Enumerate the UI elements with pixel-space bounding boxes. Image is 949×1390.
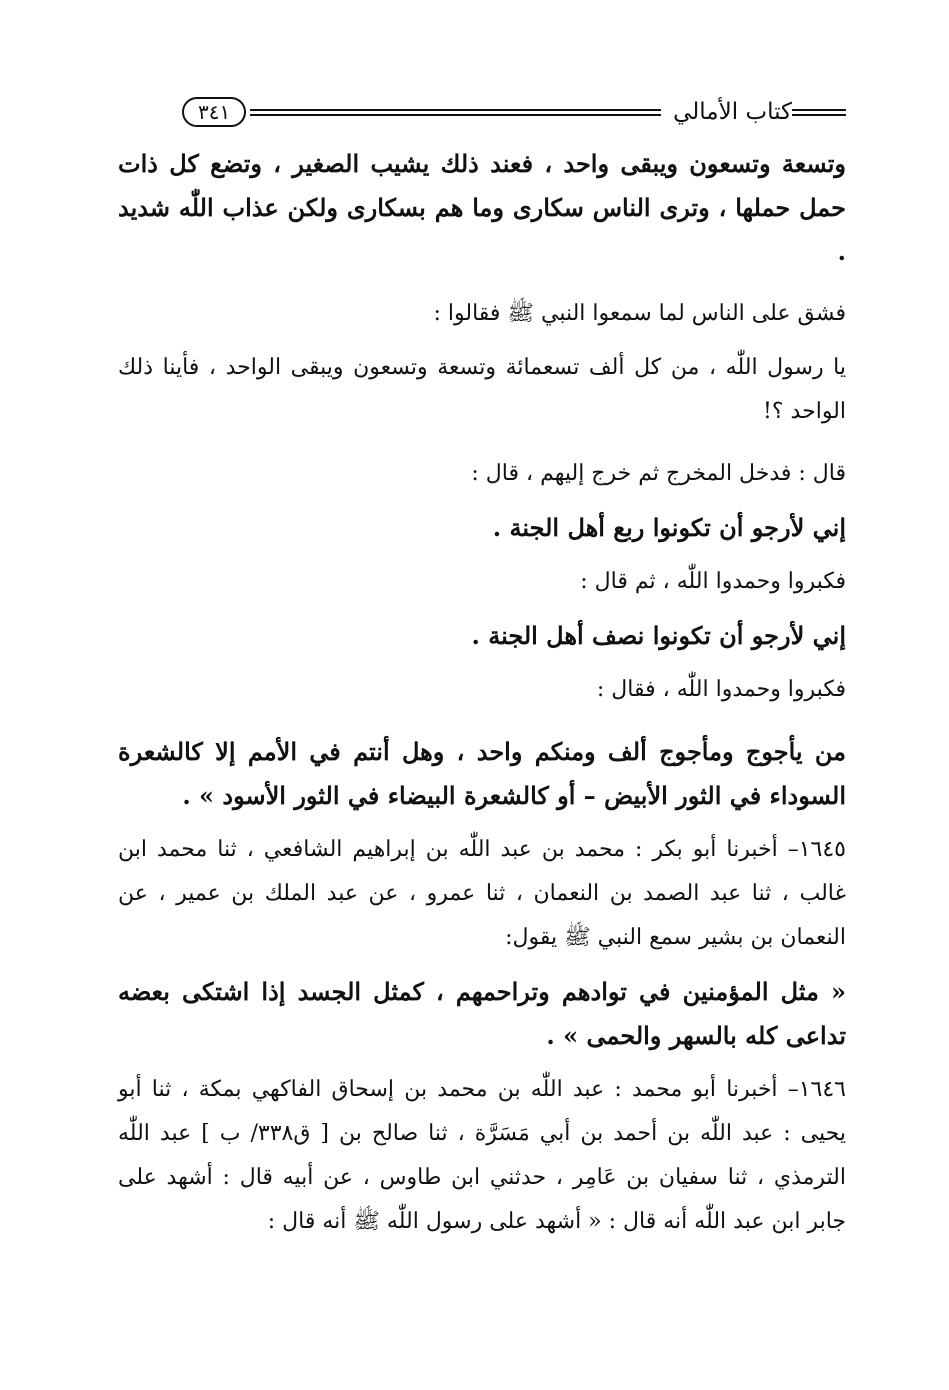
paragraph-hadith-quote: « مثل المؤمنين في توادهم وتراحمهم ، كمثل الجسد إذا اشتكى بعضه تداعى كله بالسهر والحمى » . xyxy=(118,977,846,1050)
page-body xyxy=(118,92,846,1244)
book-title: كتاب الأمالي xyxy=(673,99,792,125)
paragraph-narration: فكبروا وحمدوا اللّٰه ، فقال : xyxy=(596,677,846,702)
paragraph-hadith-quote: إني لأرجو أن تكونوا ربع أهل الجنة . xyxy=(492,513,846,542)
paragraph-narration: فكبروا وحمدوا اللّٰه ، ثم قال : xyxy=(580,569,846,594)
paragraph-hadith-quote: من يأجوج ومأجوج ألف ومنكم واحد ، وهل أنتم في الأمم إلا كالشعرة السوداء في الثور الأبيض – أو كالشعرة البيضاء في الثور الأسود » . xyxy=(118,737,846,810)
header-rule-right xyxy=(792,109,846,116)
paragraph-narration: قال : فدخل المخرج ثم خرج إليهم ، قال : xyxy=(471,461,846,486)
paragraph-isnad-1645: ١٦٤٥– أخبرنا أبو بكر : محمد بن عبد اللّٰه بن إبراهيم الشافعي ، ثنا محمد ابن غالب ، ثنا عبد الصمد بن النعمان ، ثنا عمرو ، عن عبد الملك بن عمير ، عن النعمان بن بشير سمع النبي ﷺ يقول: xyxy=(118,837,846,950)
header-rule-middle xyxy=(250,109,661,116)
paragraph-isnad-1646: ١٦٤٦– أخبرنا أبو محمد : عبد اللّٰه بن محمد بن إسحاق الفاكهي بمكة ، ثنا أبو يحيى : عبد اللّٰه بن أحمد بن أبي مَسَرَّة ، ثنا صالح بن [ ق٣٣٨/ ب ] عبد اللّٰه الترمذي ، ثنا سفيان بن عَامِر ، حدثني ابن طاوس ، عن أبيه قال : أشهد على جابر ابن عبد اللّٰه أنه قال : « أشهد على رسول اللّٰه ﷺ أنه قال : xyxy=(118,1077,846,1234)
page-number: ٣٤١ xyxy=(182,97,246,127)
paragraph-question: يا رسول اللّٰه ، من كل ألف تسعمائة وتسعة وتسعون ويبقى الواحد ، فأينا ذلك الواحد ؟! xyxy=(118,355,846,424)
running-header xyxy=(118,92,846,132)
paragraph-hadith-continuation: وتسعة وتسعون ويبقى واحد ، فعند ذلك يشيب الصغير ، وتضع كل ذات حمل حملها ، وترى الناس سكارى وما هم بسكارى ولكن عذاب اللّٰه شديد . xyxy=(118,149,846,266)
paragraph-narration: فشق على الناس لما سمعوا النبي ﷺ فقالوا : xyxy=(433,301,846,326)
paragraph-hadith-quote: إني لأرجو أن تكونوا نصف أهل الجنة . xyxy=(471,621,846,650)
